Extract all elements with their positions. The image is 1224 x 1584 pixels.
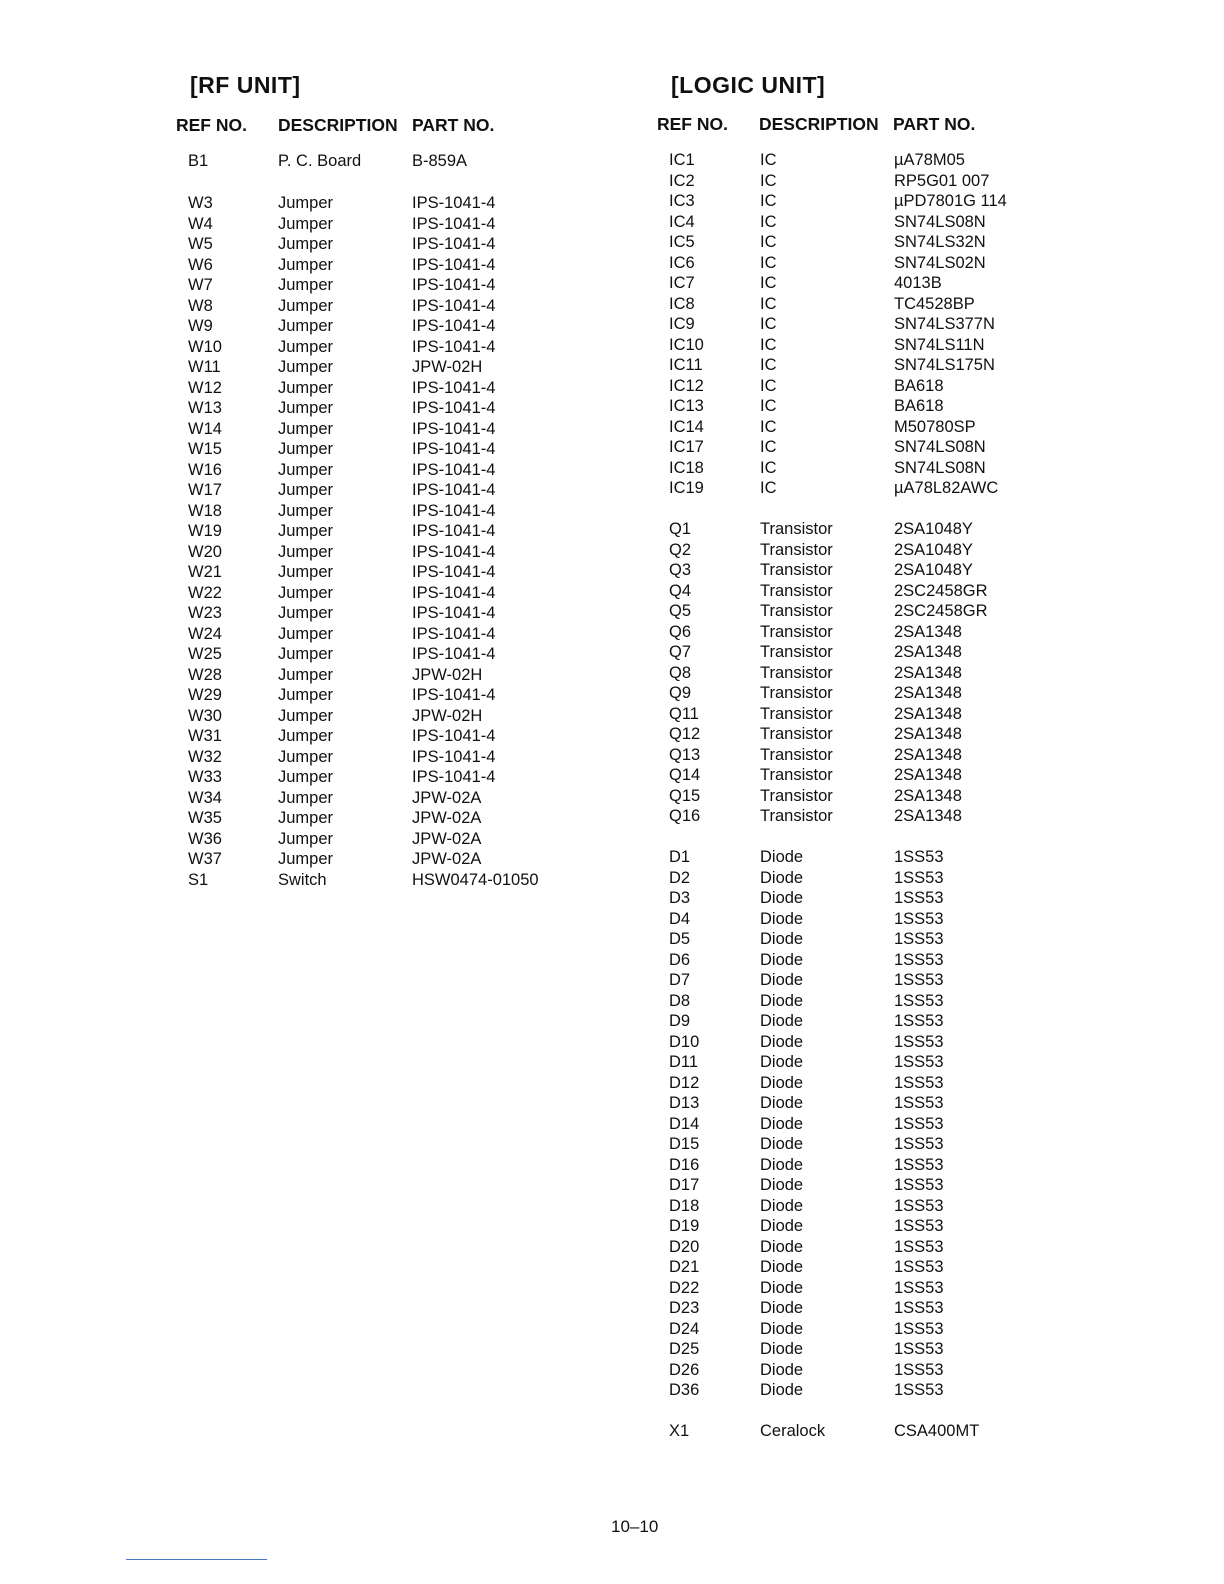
logic-description-cell: Ceralock bbox=[760, 1422, 826, 1440]
logic-ref-no-cell: IC1 bbox=[669, 151, 695, 169]
logic-ref-no-cell: IC10 bbox=[669, 336, 704, 354]
rf-part-no-cell: IPS-1041-4 bbox=[412, 379, 496, 397]
logic-description-cell: Diode bbox=[760, 1361, 804, 1379]
logic-part-no-cell: SN74LS377N bbox=[894, 315, 995, 333]
rf-description-cell: Jumper bbox=[278, 338, 334, 356]
logic-ref-no-cell: IC11 bbox=[669, 356, 703, 374]
rf-ref-no-cell: W3 bbox=[188, 194, 213, 212]
logic-description-cell: IC bbox=[760, 274, 777, 292]
rf-ref-no-cell: W12 bbox=[188, 379, 222, 397]
logic-description-cell: Transistor bbox=[760, 561, 833, 579]
rf-ref-no-cell: W13 bbox=[188, 399, 222, 417]
logic-part-no-cell: 1SS53 bbox=[894, 1238, 944, 1256]
rf-ref-no-cell: W37 bbox=[188, 850, 222, 868]
logic-part-no-cell: 2SA1348 bbox=[894, 705, 962, 723]
logic-ref-no-cell: Q4 bbox=[669, 582, 692, 600]
logic-part-no-cell: 1SS53 bbox=[894, 1074, 944, 1092]
logic-ref-no-cell: D11 bbox=[669, 1053, 699, 1071]
logic-description-cell: Diode bbox=[760, 1299, 804, 1317]
logic-ref-no-cell: X1 bbox=[669, 1422, 690, 1440]
logic-ref-no-cell: IC9 bbox=[669, 315, 695, 333]
logic-part-no-cell: 2SA1348 bbox=[894, 684, 962, 702]
logic-ref-no-cell: Q1 bbox=[669, 520, 692, 538]
logic-ref-no-cell: Q9 bbox=[669, 684, 692, 702]
logic-description-cell: Transistor bbox=[760, 746, 833, 764]
logic-part-no-cell: 1SS53 bbox=[894, 1176, 944, 1194]
rf-part-no-cell: IPS-1041-4 bbox=[412, 502, 496, 520]
logic-part-no-cell: BA618 bbox=[894, 377, 944, 395]
logic-description-cell: Transistor bbox=[760, 766, 833, 784]
logic-description-header: DESCRIPTION bbox=[759, 114, 879, 134]
rf-part-no-cell: IPS-1041-4 bbox=[412, 768, 496, 786]
logic-ref-no-cell: D24 bbox=[669, 1320, 700, 1338]
logic-part-no-cell: 1SS53 bbox=[894, 1094, 944, 1112]
logic-ref-no-cell: IC5 bbox=[669, 233, 695, 251]
rf-description-header: DESCRIPTION bbox=[278, 115, 398, 135]
logic-part-no-cell: 1SS53 bbox=[894, 971, 944, 989]
logic-description-cell: Diode bbox=[760, 992, 804, 1010]
rf-part-no-cell: IPS-1041-4 bbox=[412, 399, 496, 417]
logic-description-cell: Diode bbox=[760, 930, 804, 948]
logic-part-no-cell: M50780SP bbox=[894, 418, 976, 436]
rf-description-cell: Jumper bbox=[278, 235, 334, 253]
logic-part-no-cell: 1SS53 bbox=[894, 1381, 944, 1399]
logic-description-cell: Diode bbox=[760, 1258, 804, 1276]
logic-ref-no-cell: D18 bbox=[669, 1197, 700, 1215]
logic-description-cell: Diode bbox=[760, 1135, 804, 1153]
logic-description-cell: Diode bbox=[760, 889, 804, 907]
logic-description-cell: IC bbox=[760, 233, 777, 251]
rf-part-no-cell: IPS-1041-4 bbox=[412, 194, 496, 212]
rf-part-no-cell: IPS-1041-4 bbox=[412, 317, 496, 335]
rf-ref-no-cell: W11 bbox=[188, 358, 221, 376]
logic-description-cell: Diode bbox=[760, 1176, 804, 1194]
logic-part-no-cell: 2SA1048Y bbox=[894, 520, 973, 538]
rf-description-cell: Jumper bbox=[278, 194, 334, 212]
logic-ref-no-cell: IC6 bbox=[669, 254, 695, 272]
logic-ref-no-cell: Q3 bbox=[669, 561, 692, 579]
rf-description-cell: Jumper bbox=[278, 440, 334, 458]
page-number: 10–10 bbox=[611, 1517, 659, 1536]
logic-part-no-cell: 1SS53 bbox=[894, 1135, 944, 1153]
logic-ref-no-cell: D10 bbox=[669, 1033, 700, 1051]
logic-unit-title: [LOGIC UNIT] bbox=[671, 72, 826, 98]
logic-description-cell: Diode bbox=[760, 1217, 804, 1235]
rf-ref-no-cell: W9 bbox=[188, 317, 213, 335]
rf-ref-no-cell: W25 bbox=[188, 645, 222, 663]
logic-ref-no-cell: Q12 bbox=[669, 725, 701, 743]
logic-ref-no-cell: D17 bbox=[669, 1176, 700, 1194]
logic-part-no-cell: TC4528BP bbox=[894, 295, 975, 313]
logic-description-cell: Diode bbox=[760, 1320, 804, 1338]
logic-ref-no-cell: D26 bbox=[669, 1361, 700, 1379]
logic-part-no-cell: 2SA1048Y bbox=[894, 541, 973, 559]
rf-description-cell: Jumper bbox=[278, 604, 334, 622]
rf-description-cell: Jumper bbox=[278, 645, 334, 663]
logic-part-no-cell: 1SS53 bbox=[894, 869, 944, 887]
rf-description-cell: Jumper bbox=[278, 522, 334, 540]
rf-part-no-cell: IPS-1041-4 bbox=[412, 604, 496, 622]
logic-part-no-cell: µA78M05 bbox=[894, 151, 965, 169]
logic-description-cell: IC bbox=[760, 172, 777, 190]
logic-part-no-cell: 1SS53 bbox=[894, 910, 944, 928]
rf-description-cell: Jumper bbox=[278, 563, 334, 581]
rf-ref-no-cell: W34 bbox=[188, 789, 222, 807]
rf-part-no-cell: IPS-1041-4 bbox=[412, 543, 496, 561]
rf-ref-no-cell: W8 bbox=[188, 297, 213, 315]
rf-description-cell: Jumper bbox=[278, 543, 334, 561]
rf-description-cell: Jumper bbox=[278, 809, 334, 827]
rf-part-no-cell: IPS-1041-4 bbox=[412, 481, 496, 499]
rf-description-cell: Jumper bbox=[278, 707, 334, 725]
rf-part-no-cell: JPW-02A bbox=[412, 850, 482, 868]
logic-ref-no-cell: D22 bbox=[669, 1279, 700, 1297]
rf-description-cell: Jumper bbox=[278, 727, 334, 745]
rf-description-cell: Jumper bbox=[278, 317, 334, 335]
logic-ref-no-cell: Q11 bbox=[669, 705, 699, 723]
rf-part-no-cell: IPS-1041-4 bbox=[412, 522, 496, 540]
logic-description-cell: IC bbox=[760, 151, 777, 169]
rf-ref-no-cell: W5 bbox=[188, 235, 213, 253]
rf-part-no-cell: IPS-1041-4 bbox=[412, 625, 496, 643]
logic-description-cell: IC bbox=[760, 418, 777, 436]
logic-part-no-cell: 2SA1348 bbox=[894, 787, 962, 805]
logic-part-no-cell: SN74LS02N bbox=[894, 254, 986, 272]
logic-ref-no-cell: D21 bbox=[669, 1258, 700, 1276]
logic-description-cell: Diode bbox=[760, 971, 804, 989]
logic-description-cell: Diode bbox=[760, 1238, 804, 1256]
logic-ref-no-cell: IC4 bbox=[669, 213, 695, 231]
logic-part-no-cell: 1SS53 bbox=[894, 1217, 944, 1235]
logic-ref-no-cell: D1 bbox=[669, 848, 691, 866]
logic-description-cell: Diode bbox=[760, 1094, 804, 1112]
rf-unit-title: [RF UNIT] bbox=[190, 72, 301, 98]
logic-part-no-cell: 1SS53 bbox=[894, 1012, 944, 1030]
rf-description-cell: Jumper bbox=[278, 256, 334, 274]
rf-ref-no-cell: W23 bbox=[188, 604, 222, 622]
logic-part-no-cell: 2SC2458GR bbox=[894, 582, 988, 600]
rf-part-no-cell: B-859A bbox=[412, 152, 468, 170]
logic-part-no-cell: 1SS53 bbox=[894, 1258, 944, 1276]
logic-part-no-cell: 1SS53 bbox=[894, 992, 944, 1010]
rf-ref-no-cell: W7 bbox=[188, 276, 213, 294]
rf-description-cell: Jumper bbox=[278, 215, 334, 233]
rf-part-no-cell: JPW-02H bbox=[412, 707, 483, 725]
rf-ref-no-cell: W29 bbox=[188, 686, 222, 704]
logic-part-no-cell: 1SS53 bbox=[894, 1340, 944, 1358]
logic-description-cell: IC bbox=[760, 336, 777, 354]
logic-part-no-cell: 1SS53 bbox=[894, 1156, 944, 1174]
rf-description-cell: Jumper bbox=[278, 850, 334, 868]
logic-ref-no-cell: Q14 bbox=[669, 766, 701, 784]
rf-ref-no-cell: W21 bbox=[188, 563, 222, 581]
logic-ref-no-cell: Q6 bbox=[669, 623, 692, 641]
logic-part-no-cell: 2SA1348 bbox=[894, 766, 962, 784]
rf-description-cell: Jumper bbox=[278, 666, 334, 684]
rf-part-no-cell: IPS-1041-4 bbox=[412, 420, 496, 438]
logic-part-no-cell: 2SA1348 bbox=[894, 725, 962, 743]
rf-ref-no-cell: W31 bbox=[188, 727, 222, 745]
logic-ref-no-cell: D5 bbox=[669, 930, 691, 948]
rf-part-no-cell: IPS-1041-4 bbox=[412, 461, 496, 479]
logic-part-no-cell: 1SS53 bbox=[894, 848, 944, 866]
logic-description-cell: IC bbox=[760, 377, 777, 395]
logic-part-no-cell: 1SS53 bbox=[894, 889, 944, 907]
rf-ref-no-cell: W20 bbox=[188, 543, 222, 561]
rf-ref-no-cell: W33 bbox=[188, 768, 222, 786]
logic-ref-no-cell: Q16 bbox=[669, 807, 701, 825]
logic-description-cell: Diode bbox=[760, 951, 804, 969]
logic-description-cell: Diode bbox=[760, 1074, 804, 1092]
rf-description-cell: Jumper bbox=[278, 461, 334, 479]
logic-ref-no-cell: D36 bbox=[669, 1381, 700, 1399]
logic-part-no-cell: 1SS53 bbox=[894, 951, 944, 969]
logic-ref-no-cell: IC12 bbox=[669, 377, 704, 395]
logic-description-cell: Transistor bbox=[760, 623, 833, 641]
rf-ref-no-cell: W36 bbox=[188, 830, 222, 848]
logic-part-no-cell: 2SA1348 bbox=[894, 623, 962, 641]
logic-description-cell: Transistor bbox=[760, 787, 833, 805]
logic-description-cell: Transistor bbox=[760, 520, 833, 538]
logic-ref-no-cell: Q15 bbox=[669, 787, 701, 805]
logic-description-cell: IC bbox=[760, 356, 777, 374]
logic-description-cell: Transistor bbox=[760, 664, 833, 682]
logic-ref-no-cell: Q7 bbox=[669, 643, 692, 661]
rf-part-no-cell: IPS-1041-4 bbox=[412, 235, 496, 253]
logic-part-no-cell: 2SA1348 bbox=[894, 746, 962, 764]
logic-description-cell: IC bbox=[760, 213, 777, 231]
logic-description-cell: IC bbox=[760, 254, 777, 272]
rf-description-cell: Jumper bbox=[278, 358, 334, 376]
logic-description-cell: Diode bbox=[760, 1197, 804, 1215]
rf-part-no-cell: IPS-1041-4 bbox=[412, 338, 496, 356]
rf-part-no-cell: IPS-1041-4 bbox=[412, 686, 496, 704]
logic-description-cell: Transistor bbox=[760, 807, 833, 825]
logic-ref-no-cell: IC18 bbox=[669, 459, 704, 477]
rf-description-cell: Jumper bbox=[278, 276, 334, 294]
logic-ref-no-cell: IC7 bbox=[669, 274, 695, 292]
logic-ref-no-cell: D16 bbox=[669, 1156, 700, 1174]
rf-description-cell: Jumper bbox=[278, 768, 334, 786]
rf-part-no-header: PART NO. bbox=[412, 115, 495, 135]
logic-description-cell: IC bbox=[760, 438, 777, 456]
logic-ref-no-cell: IC8 bbox=[669, 295, 695, 313]
logic-ref-no-cell: D23 bbox=[669, 1299, 700, 1317]
logic-ref-no-cell: D9 bbox=[669, 1012, 691, 1030]
logic-part-no-cell: µA78L82AWC bbox=[894, 479, 999, 497]
logic-description-cell: Diode bbox=[760, 869, 804, 887]
logic-part-no-cell: SN74LS175N bbox=[894, 356, 995, 374]
logic-part-no-cell: 1SS53 bbox=[894, 1197, 944, 1215]
logic-description-cell: Diode bbox=[760, 1381, 804, 1399]
rf-description-cell: P. C. Board bbox=[278, 152, 362, 170]
rf-part-no-cell: IPS-1041-4 bbox=[412, 440, 496, 458]
logic-part-no-cell: 1SS53 bbox=[894, 1033, 944, 1051]
rf-description-cell: Jumper bbox=[278, 420, 334, 438]
logic-part-no-cell: 2SA1348 bbox=[894, 664, 962, 682]
rf-ref-no-cell: W24 bbox=[188, 625, 222, 643]
rf-part-no-cell: IPS-1041-4 bbox=[412, 748, 496, 766]
logic-part-no-cell: SN74LS08N bbox=[894, 459, 986, 477]
rf-ref-no-cell: W10 bbox=[188, 338, 222, 356]
rf-ref-no-cell: W30 bbox=[188, 707, 222, 725]
logic-description-cell: Diode bbox=[760, 1156, 804, 1174]
logic-part-no-cell: 2SA1348 bbox=[894, 643, 962, 661]
logic-part-no-cell: 1SS53 bbox=[894, 1299, 944, 1317]
logic-description-cell: IC bbox=[760, 315, 777, 333]
rf-part-no-cell: IPS-1041-4 bbox=[412, 276, 496, 294]
rf-part-no-cell: IPS-1041-4 bbox=[412, 297, 496, 315]
rf-description-cell: Jumper bbox=[278, 379, 334, 397]
rf-part-no-cell: JPW-02H bbox=[412, 666, 483, 684]
logic-description-cell: IC bbox=[760, 192, 777, 210]
rf-part-no-cell: IPS-1041-4 bbox=[412, 584, 496, 602]
logic-part-no-cell: 1SS53 bbox=[894, 930, 944, 948]
logic-description-cell: IC bbox=[760, 459, 777, 477]
rf-ref-no-cell: W6 bbox=[188, 256, 213, 274]
logic-ref-no-cell: D13 bbox=[669, 1094, 700, 1112]
rf-part-no-cell: IPS-1041-4 bbox=[412, 256, 496, 274]
logic-ref-no-cell: D3 bbox=[669, 889, 691, 907]
rf-description-cell: Jumper bbox=[278, 481, 334, 499]
logic-description-cell: Diode bbox=[760, 1033, 804, 1051]
logic-ref-no-cell: IC13 bbox=[669, 397, 704, 415]
logic-ref-no-cell: Q2 bbox=[669, 541, 692, 559]
logic-description-cell: Diode bbox=[760, 910, 804, 928]
logic-part-no-header: PART NO. bbox=[893, 114, 976, 134]
logic-ref-no-header: REF NO. bbox=[657, 114, 728, 134]
logic-description-cell: IC bbox=[760, 397, 777, 415]
rf-part-no-cell: IPS-1041-4 bbox=[412, 727, 496, 745]
logic-part-no-cell: 1SS53 bbox=[894, 1115, 944, 1133]
logic-part-no-cell: SN74LS32N bbox=[894, 233, 986, 251]
logic-part-no-cell: SN74LS08N bbox=[894, 438, 986, 456]
logic-ref-no-cell: D7 bbox=[669, 971, 691, 989]
logic-part-no-cell: 1SS53 bbox=[894, 1053, 944, 1071]
rf-description-cell: Jumper bbox=[278, 297, 334, 315]
logic-ref-no-cell: D19 bbox=[669, 1217, 700, 1235]
rf-description-cell: Jumper bbox=[278, 399, 334, 417]
logic-ref-no-cell: D20 bbox=[669, 1238, 700, 1256]
logic-part-no-cell: 1SS53 bbox=[894, 1320, 944, 1338]
logic-part-no-cell: BA618 bbox=[894, 397, 944, 415]
rf-part-no-cell: JPW-02A bbox=[412, 830, 482, 848]
logic-part-no-cell: RP5G01 007 bbox=[894, 172, 990, 190]
rf-ref-no-cell: W17 bbox=[188, 481, 222, 499]
logic-description-cell: Diode bbox=[760, 1279, 804, 1297]
logic-ref-no-cell: IC19 bbox=[669, 479, 704, 497]
rf-ref-no-cell: W4 bbox=[188, 215, 213, 233]
rf-description-cell: Jumper bbox=[278, 584, 334, 602]
rf-part-no-cell: JPW-02A bbox=[412, 789, 482, 807]
logic-ref-no-cell: D14 bbox=[669, 1115, 700, 1133]
rf-ref-no-cell: W32 bbox=[188, 748, 222, 766]
logic-ref-no-cell: D6 bbox=[669, 951, 691, 969]
logic-ref-no-cell: Q8 bbox=[669, 664, 692, 682]
logic-ref-no-cell: IC3 bbox=[669, 192, 695, 210]
rf-ref-no-cell: S1 bbox=[188, 871, 209, 889]
rf-ref-no-header: REF NO. bbox=[176, 115, 247, 135]
footer-rule bbox=[126, 1559, 267, 1560]
rf-ref-no-cell: W16 bbox=[188, 461, 222, 479]
logic-description-cell: Diode bbox=[760, 848, 804, 866]
logic-description-cell: Transistor bbox=[760, 684, 833, 702]
logic-description-cell: IC bbox=[760, 479, 777, 497]
logic-description-cell: Transistor bbox=[760, 582, 833, 600]
logic-part-no-cell: 4013B bbox=[894, 274, 942, 292]
logic-ref-no-cell: IC14 bbox=[669, 418, 704, 436]
rf-ref-no-cell: W35 bbox=[188, 809, 222, 827]
logic-description-cell: IC bbox=[760, 295, 777, 313]
logic-part-no-cell: SN74LS11N bbox=[894, 336, 985, 354]
rf-ref-no-cell: W22 bbox=[188, 584, 222, 602]
rf-part-no-cell: IPS-1041-4 bbox=[412, 215, 496, 233]
logic-ref-no-cell: D4 bbox=[669, 910, 691, 928]
logic-description-cell: Transistor bbox=[760, 705, 833, 723]
rf-ref-no-cell: W14 bbox=[188, 420, 222, 438]
logic-description-cell: Diode bbox=[760, 1115, 804, 1133]
logic-part-no-cell: 2SC2458GR bbox=[894, 602, 988, 620]
logic-description-cell: Transistor bbox=[760, 725, 833, 743]
logic-ref-no-cell: D15 bbox=[669, 1135, 700, 1153]
rf-part-no-cell: JPW-02A bbox=[412, 809, 482, 827]
rf-ref-no-cell: B1 bbox=[188, 152, 209, 170]
logic-ref-no-cell: D25 bbox=[669, 1340, 700, 1358]
rf-ref-no-cell: W19 bbox=[188, 522, 222, 540]
logic-description-cell: Transistor bbox=[760, 643, 833, 661]
logic-description-cell: Diode bbox=[760, 1340, 804, 1358]
rf-description-cell: Jumper bbox=[278, 502, 334, 520]
rf-description-cell: Jumper bbox=[278, 830, 334, 848]
logic-part-no-cell: 1SS53 bbox=[894, 1361, 944, 1379]
logic-ref-no-cell: Q5 bbox=[669, 602, 692, 620]
rf-part-no-cell: HSW0474-01050 bbox=[412, 871, 539, 889]
logic-ref-no-cell: Q13 bbox=[669, 746, 701, 764]
rf-description-cell: Jumper bbox=[278, 789, 334, 807]
rf-description-cell: Jumper bbox=[278, 748, 334, 766]
logic-ref-no-cell: D8 bbox=[669, 992, 691, 1010]
rf-description-cell: Jumper bbox=[278, 625, 334, 643]
logic-part-no-cell: 2SA1048Y bbox=[894, 561, 973, 579]
logic-description-cell: Transistor bbox=[760, 541, 833, 559]
rf-description-cell: Jumper bbox=[278, 686, 334, 704]
rf-part-no-cell: IPS-1041-4 bbox=[412, 563, 496, 581]
rf-part-no-cell: IPS-1041-4 bbox=[412, 645, 496, 663]
rf-part-no-cell: JPW-02H bbox=[412, 358, 483, 376]
rf-ref-no-cell: W18 bbox=[188, 502, 222, 520]
rf-ref-no-cell: W15 bbox=[188, 440, 222, 458]
logic-part-no-cell: 2SA1348 bbox=[894, 807, 962, 825]
logic-part-no-cell: CSA400MT bbox=[894, 1422, 980, 1440]
logic-part-no-cell: SN74LS08N bbox=[894, 213, 986, 231]
logic-ref-no-cell: IC2 bbox=[669, 172, 695, 190]
logic-ref-no-cell: D12 bbox=[669, 1074, 700, 1092]
logic-ref-no-cell: D2 bbox=[669, 869, 691, 887]
rf-ref-no-cell: W28 bbox=[188, 666, 222, 684]
rf-description-cell: Switch bbox=[278, 871, 327, 889]
logic-part-no-cell: 1SS53 bbox=[894, 1279, 944, 1297]
logic-description-cell: Transistor bbox=[760, 602, 833, 620]
logic-description-cell: Diode bbox=[760, 1053, 804, 1071]
logic-ref-no-cell: IC17 bbox=[669, 438, 704, 456]
logic-part-no-cell: µPD7801G 114 bbox=[894, 192, 1007, 210]
logic-description-cell: Diode bbox=[760, 1012, 804, 1030]
